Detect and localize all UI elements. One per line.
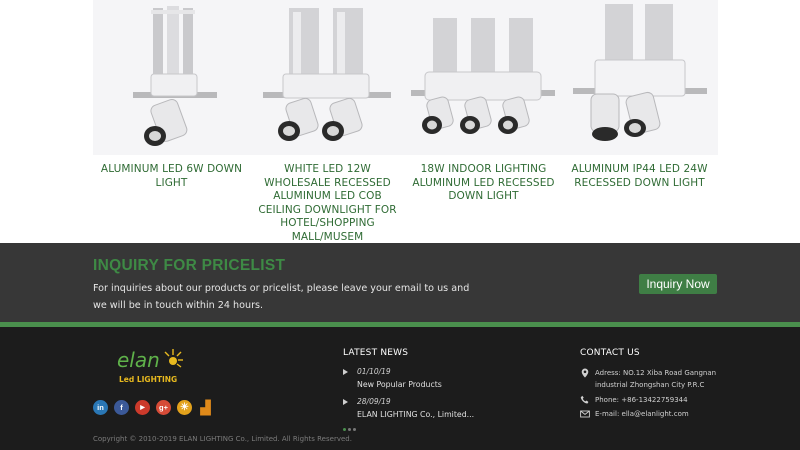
news-date: 28/09/19 <box>357 397 391 406</box>
product-card[interactable] <box>93 0 250 190</box>
news-item[interactable] <box>343 365 523 395</box>
inquiry-now-button[interactable]: Inquiry Now <box>639 274 717 294</box>
news-item[interactable] <box>343 395 523 425</box>
youtube-icon[interactable]: ▶ <box>135 400 150 415</box>
latest-news-heading: LATEST NEWS <box>343 348 409 358</box>
phone-text[interactable]: Phone: +86-13422759344 <box>595 396 688 404</box>
logo-subtext: Led LIGHTING <box>119 375 178 384</box>
copyright-text: Copyright © 2010-2019 ELAN LIGHTING Co., Limited. All Rights Reserved. <box>93 435 352 443</box>
play-arrow-icon <box>343 399 348 405</box>
product-card[interactable] <box>405 0 562 204</box>
product-image[interactable] <box>405 0 562 155</box>
news-list <box>343 365 523 425</box>
pager-dot[interactable] <box>353 428 356 431</box>
news-headline[interactable]: ELAN LIGHTING Co., Limited... <box>357 410 475 419</box>
news-pager <box>343 428 356 431</box>
product-image[interactable] <box>249 0 406 155</box>
phone-icon <box>580 395 590 405</box>
email-text[interactable]: E-mail: ella@elanlight.com <box>595 410 689 418</box>
facebook-icon[interactable]: f <box>114 400 129 415</box>
sun-icon[interactable]: ☀ <box>177 400 192 415</box>
product-image[interactable] <box>93 0 250 155</box>
news-headline[interactable]: New Popular Products <box>357 380 442 389</box>
social-links <box>93 400 213 415</box>
inquiry-section <box>0 243 800 322</box>
factory-icon[interactable]: ▟ <box>200 399 211 415</box>
logo-text: elan <box>117 348 160 372</box>
product-image[interactable] <box>561 0 718 155</box>
google-plus-icon[interactable]: g+ <box>156 400 171 415</box>
location-pin-icon <box>580 368 590 378</box>
product-title[interactable]: 18W INDOOR LIGHTING ALUMINUM LED RECESSED DOWN LIGHT <box>412 163 555 202</box>
linkedin-icon[interactable]: in <box>93 400 108 415</box>
inquiry-description: For inquiries about our products or pricelist, please leave your email to us and we will be in touch within 24 hours. <box>93 283 470 311</box>
footer <box>0 327 800 450</box>
product-card[interactable] <box>561 0 718 190</box>
product-title[interactable]: WHITE LED 12W WHOLESALE RECESSED ALUMINUM LED COB CEILING DOWNLIGHT FOR HOTEL/SHOPPING MALL/MUSEM <box>258 163 397 243</box>
inquiry-title: INQUIRY FOR PRICELIST <box>93 257 286 274</box>
news-date: 01/10/19 <box>357 367 391 376</box>
company-logo[interactable] <box>115 345 187 387</box>
contact-heading: CONTACT US <box>580 348 640 358</box>
product-card[interactable] <box>249 0 406 244</box>
pager-dot[interactable] <box>343 428 346 431</box>
product-title[interactable]: ALUMINUM IP44 LED 24W RECESSED DOWN LIGHT <box>571 163 708 189</box>
address-text: Adress: NO.12 Xiba Road Gangnan industrial Zhongshan City P.R.C <box>595 369 717 389</box>
play-arrow-icon <box>343 369 348 375</box>
product-title[interactable]: ALUMINUM LED 6W DOWN LIGHT <box>100 163 243 189</box>
envelope-icon <box>580 409 590 419</box>
pager-dot[interactable] <box>348 428 351 431</box>
